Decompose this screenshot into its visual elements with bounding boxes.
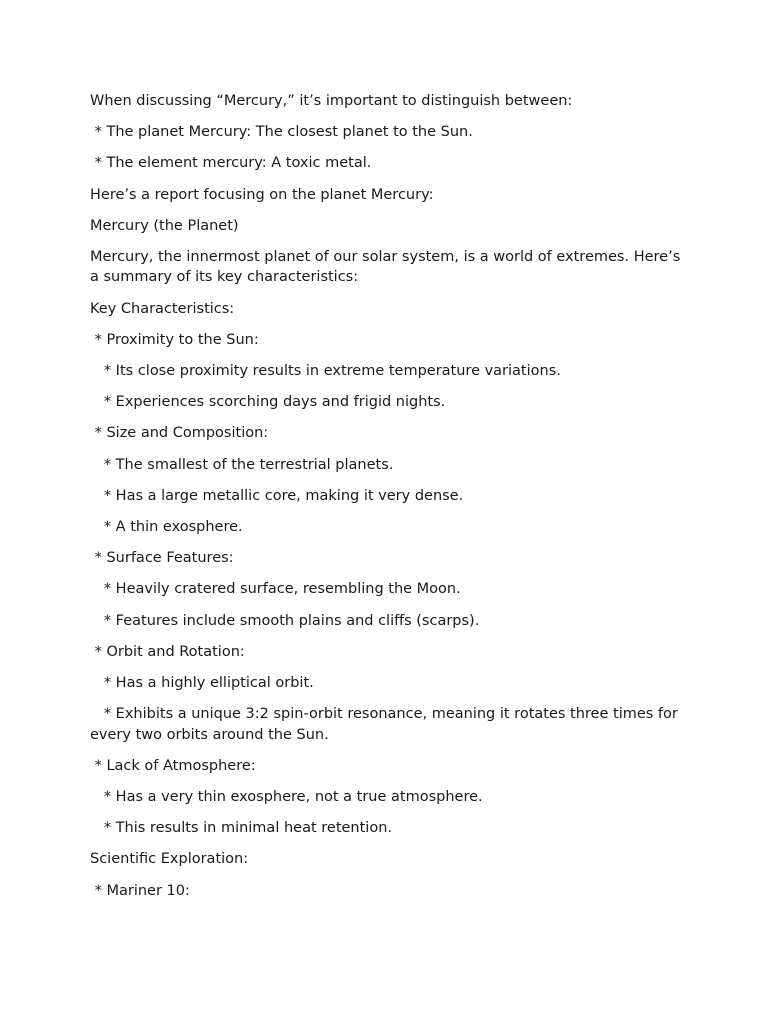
intro-paragraph: When discussing “Mercury,” it’s important to distinguish between: <box>90 93 573 109</box>
bullet-element-mercury: * The element mercury: A toxic metal. <box>90 155 372 172</box>
bullet-proximity: * Proximity to the Sun: <box>90 331 259 348</box>
report-intro: Here’s a report focusing on the planet Mercury: <box>90 186 434 203</box>
bullet-mariner-10: * Mariner 10: <box>90 882 190 899</box>
sub-bullet-thin-exosphere: * Has a very thin exosphere, not a true atmosphere. <box>90 788 483 805</box>
document-body <box>90 91 690 912</box>
bullet-surface-features: * Surface Features: <box>90 550 234 567</box>
sub-bullet-plains-cliffs: * Features include smooth plains and cliffs (scarps). <box>90 612 480 629</box>
heading-scientific-exploration: Scientific Exploration: <box>90 851 249 868</box>
sub-bullet-temperature: * Its close proximity results in extreme temperature variations. <box>90 363 561 379</box>
sub-bullet-cratered: * Heavily cratered surface, resembling the Moon. <box>90 581 461 598</box>
sub-bullet-elliptical: * Has a highly elliptical orbit. <box>90 674 314 691</box>
bullet-planet-mercury: * The planet Mercury: The closest planet to the Sun. <box>90 124 473 141</box>
section-title-planet: Mercury (the Planet) <box>90 217 239 234</box>
bullet-orbit-rotation: * Orbit and Rotation: <box>90 643 245 660</box>
sub-bullet-heat-retention: * This results in minimal heat retention. <box>90 820 392 837</box>
sub-bullet-days-nights: * Experiences scorching days and frigid nights. <box>90 394 446 411</box>
sub-bullet-exosphere: * A thin exosphere. <box>90 518 243 535</box>
sub-bullet-smallest: * The smallest of the terrestrial planets. <box>90 456 394 473</box>
sub-bullet-resonance: * Exhibits a unique 3:2 spin-orbit resonance, meaning it rotates three times for every two orbits around the Sun. <box>90 706 683 743</box>
bullet-atmosphere: * Lack of Atmosphere: <box>90 757 256 774</box>
heading-key-characteristics: Key Characteristics: <box>90 300 235 317</box>
sub-bullet-metallic-core: * Has a large metallic core, making it very dense. <box>90 487 464 504</box>
summary-paragraph: Mercury, the innermost planet of our solar system, is a world of extremes. Here’s a summary of its key characteristics: <box>90 248 685 286</box>
bullet-size-composition: * Size and Composition: <box>90 425 269 442</box>
